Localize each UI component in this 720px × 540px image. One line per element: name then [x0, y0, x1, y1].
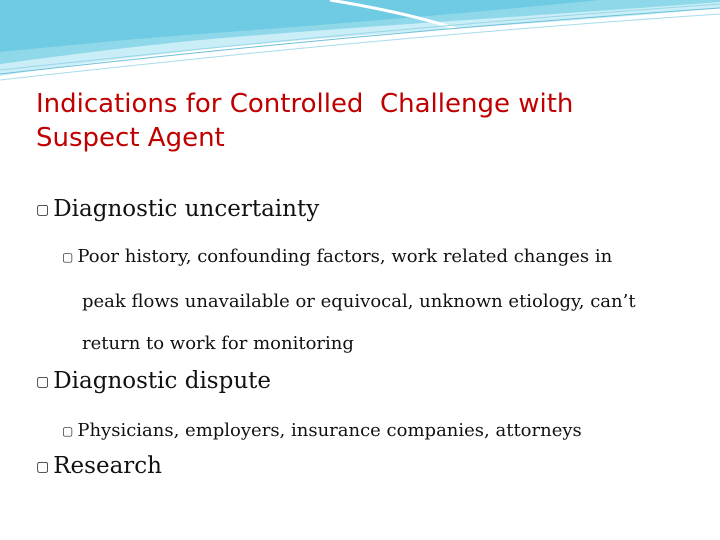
bullet-text: Physicians, employers, insurance companies, attorneys	[77, 420, 582, 441]
bullet-research	[36, 453, 162, 479]
subbullet-physicians	[62, 420, 582, 441]
bullet-box-icon: ▢	[62, 250, 74, 264]
bullet-text: Diagnostic uncertainty	[53, 196, 320, 222]
bullet-box-icon: ▢	[36, 459, 50, 475]
bullet-text: Poor history, confounding factors, work related changes in	[77, 246, 613, 267]
bullet-text: Research	[53, 453, 162, 479]
bullet-diagnostic-uncertainty	[36, 196, 319, 222]
bullet-box-icon: ▢	[62, 424, 74, 438]
bullet-box-icon: ▢	[36, 202, 50, 218]
title-line-2: Suspect Agent	[36, 123, 225, 153]
subbullet-continuation-1: peak flows unavailable or equivocal, unknown etiology, can’t	[82, 291, 636, 312]
subbullet-continuation-2: return to work for monitoring	[82, 333, 354, 354]
subbullet-poor-history	[62, 246, 612, 267]
bullet-text: Diagnostic dispute	[53, 368, 271, 394]
bullet-diagnostic-dispute	[36, 368, 271, 394]
title-line-1: Indications for Controlled Challenge with	[36, 89, 574, 119]
slide-title	[36, 87, 696, 155]
bullet-box-icon: ▢	[36, 374, 50, 390]
header-wave-decoration	[0, 0, 720, 85]
